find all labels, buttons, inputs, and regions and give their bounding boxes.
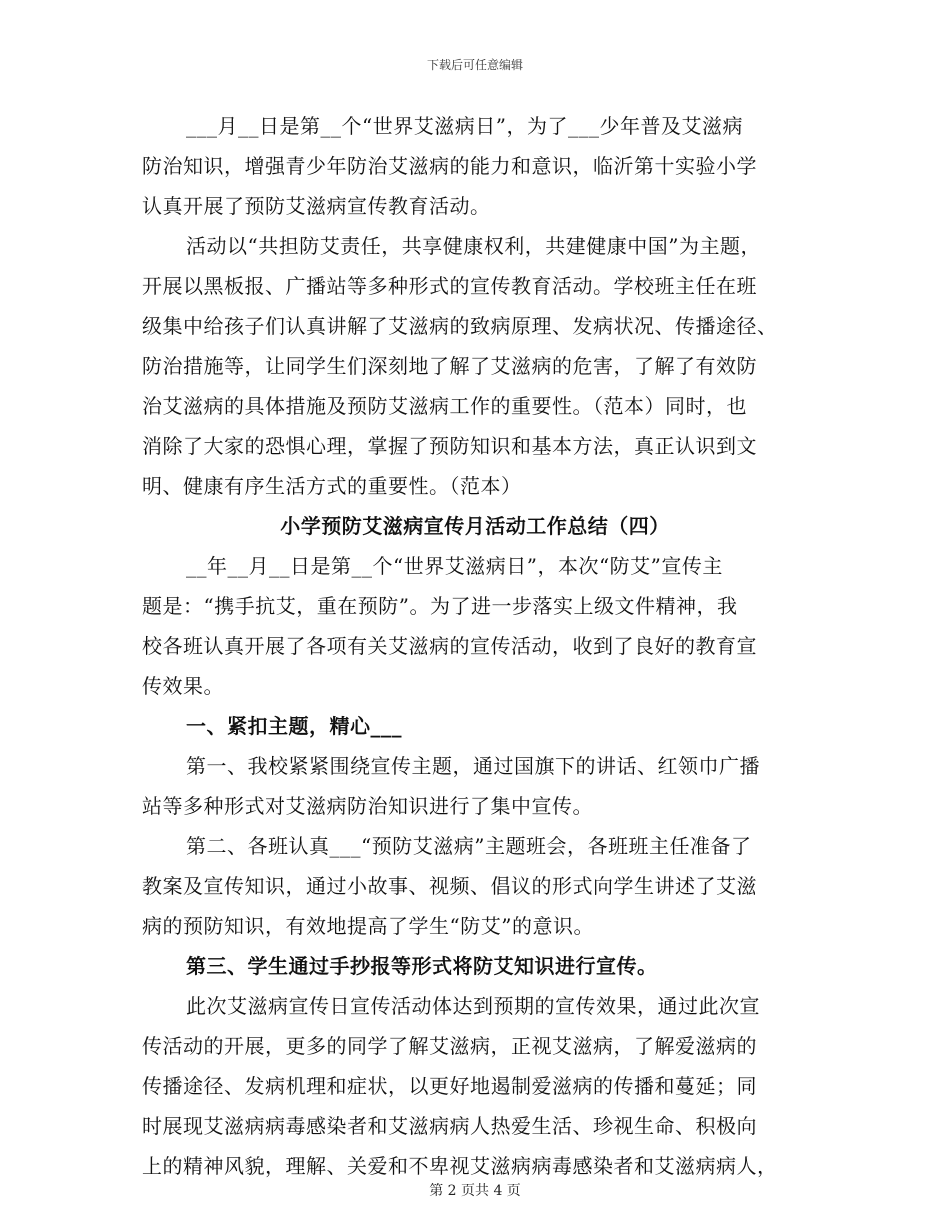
paragraph-line: 开展以黑板报、广播站等多种形式的宣传教育活动。学校班主任在班 (142, 274, 757, 298)
paragraph-line: 病的预防知识，有效地提高了学生“防艾”的意识。 (142, 914, 594, 938)
paragraph-line: 此次艾滋病宣传日宣传活动体达到预期的宣传效果，通过此次宣 (186, 994, 760, 1018)
section-title: 小学预防艾滋病宣传月活动工作总结（四） (280, 514, 670, 538)
page-footer: 第 2 页共 4 页 (429, 1183, 521, 1199)
paragraph-line: 防治措施等，让同学生们深刻地了解了艾滋病的危害，了解了有效防 (142, 354, 757, 378)
paragraph-line: 传播途径、发病机理和症状，以更好地遏制爱滋病的传播和蔓延；同 (142, 1074, 757, 1098)
paragraph-line: 活动以“共担防艾责任，共享健康权利，共建健康中国”为主题， (186, 234, 761, 258)
paragraph-line: 防治知识，增强青少年防治艾滋病的能力和意识，临沂第十实验小学 (142, 154, 757, 178)
paragraph-line: 时展现艾滋病病毒感染者和艾滋病病人热爱生活、珍视生命、积极向 (142, 1114, 757, 1138)
paragraph-line: 教案及宣传知识，通过小故事、视频、倡议的形式向学生讲述了艾滋 (142, 874, 757, 898)
paragraph-line: ___月__日是第__个“世界艾滋病日”，为了___少年普及艾滋病 (186, 114, 743, 138)
paragraph-line: __年__月__日是第__个“世界艾滋病日”，本次“防艾”宣传主 (186, 554, 723, 578)
paragraph-line: 站等多种形式对艾滋病防治知识进行了集中宣传。 (142, 794, 593, 818)
paragraph-line: 治艾滋病的具体措施及预防艾滋病工作的重要性。（范本）同时，也 (142, 394, 747, 418)
subheading: 一、紧扣主题，精心___ (186, 714, 402, 738)
paragraph-line: 第一、我校紧紧围绕宣传主题，通过国旗下的讲话、红领巾广播 (186, 754, 760, 778)
paragraph-line: 传效果。 (142, 674, 224, 698)
paragraph-line: 级集中给孩子们认真讲解了艾滋病的致病原理、发病状况、传播途径、 (142, 314, 778, 338)
paragraph-line: 认真开展了预防艾滋病宣传教育活动。 (142, 194, 491, 218)
paragraph-line: 题是：“携手抗艾，重在预防”。为了进一步落实上级文件精神，我 (142, 594, 738, 618)
paragraph-line: 明、健康有序生活方式的重要性。（范本） (142, 474, 522, 498)
paragraph-line: 传活动的开展，更多的同学了解艾滋病，正视艾滋病，了解爱滋病的 (142, 1034, 757, 1058)
paragraph-line: 消除了大家的恐惧心理，掌握了预防知识和基本方法，真正认识到文 (142, 434, 757, 458)
document-body (142, 106, 808, 1186)
page-header: 下载后可任意编辑 (426, 58, 523, 72)
paragraph-line: 上的精神风貌，理解、关爱和不卑视艾滋病病毒感染者和艾滋病病人， (142, 1154, 778, 1178)
subheading: 第三、学生通过手抄报等形式将防艾知识进行宣传。 (186, 954, 658, 978)
paragraph-line: 第二、各班认真___“预防艾滋病”主题班会，各班班主任准备了 (186, 834, 752, 858)
paragraph-line: 校各班认真开展了各项有关艾滋病的宣传活动，收到了良好的教育宣 (142, 634, 757, 658)
